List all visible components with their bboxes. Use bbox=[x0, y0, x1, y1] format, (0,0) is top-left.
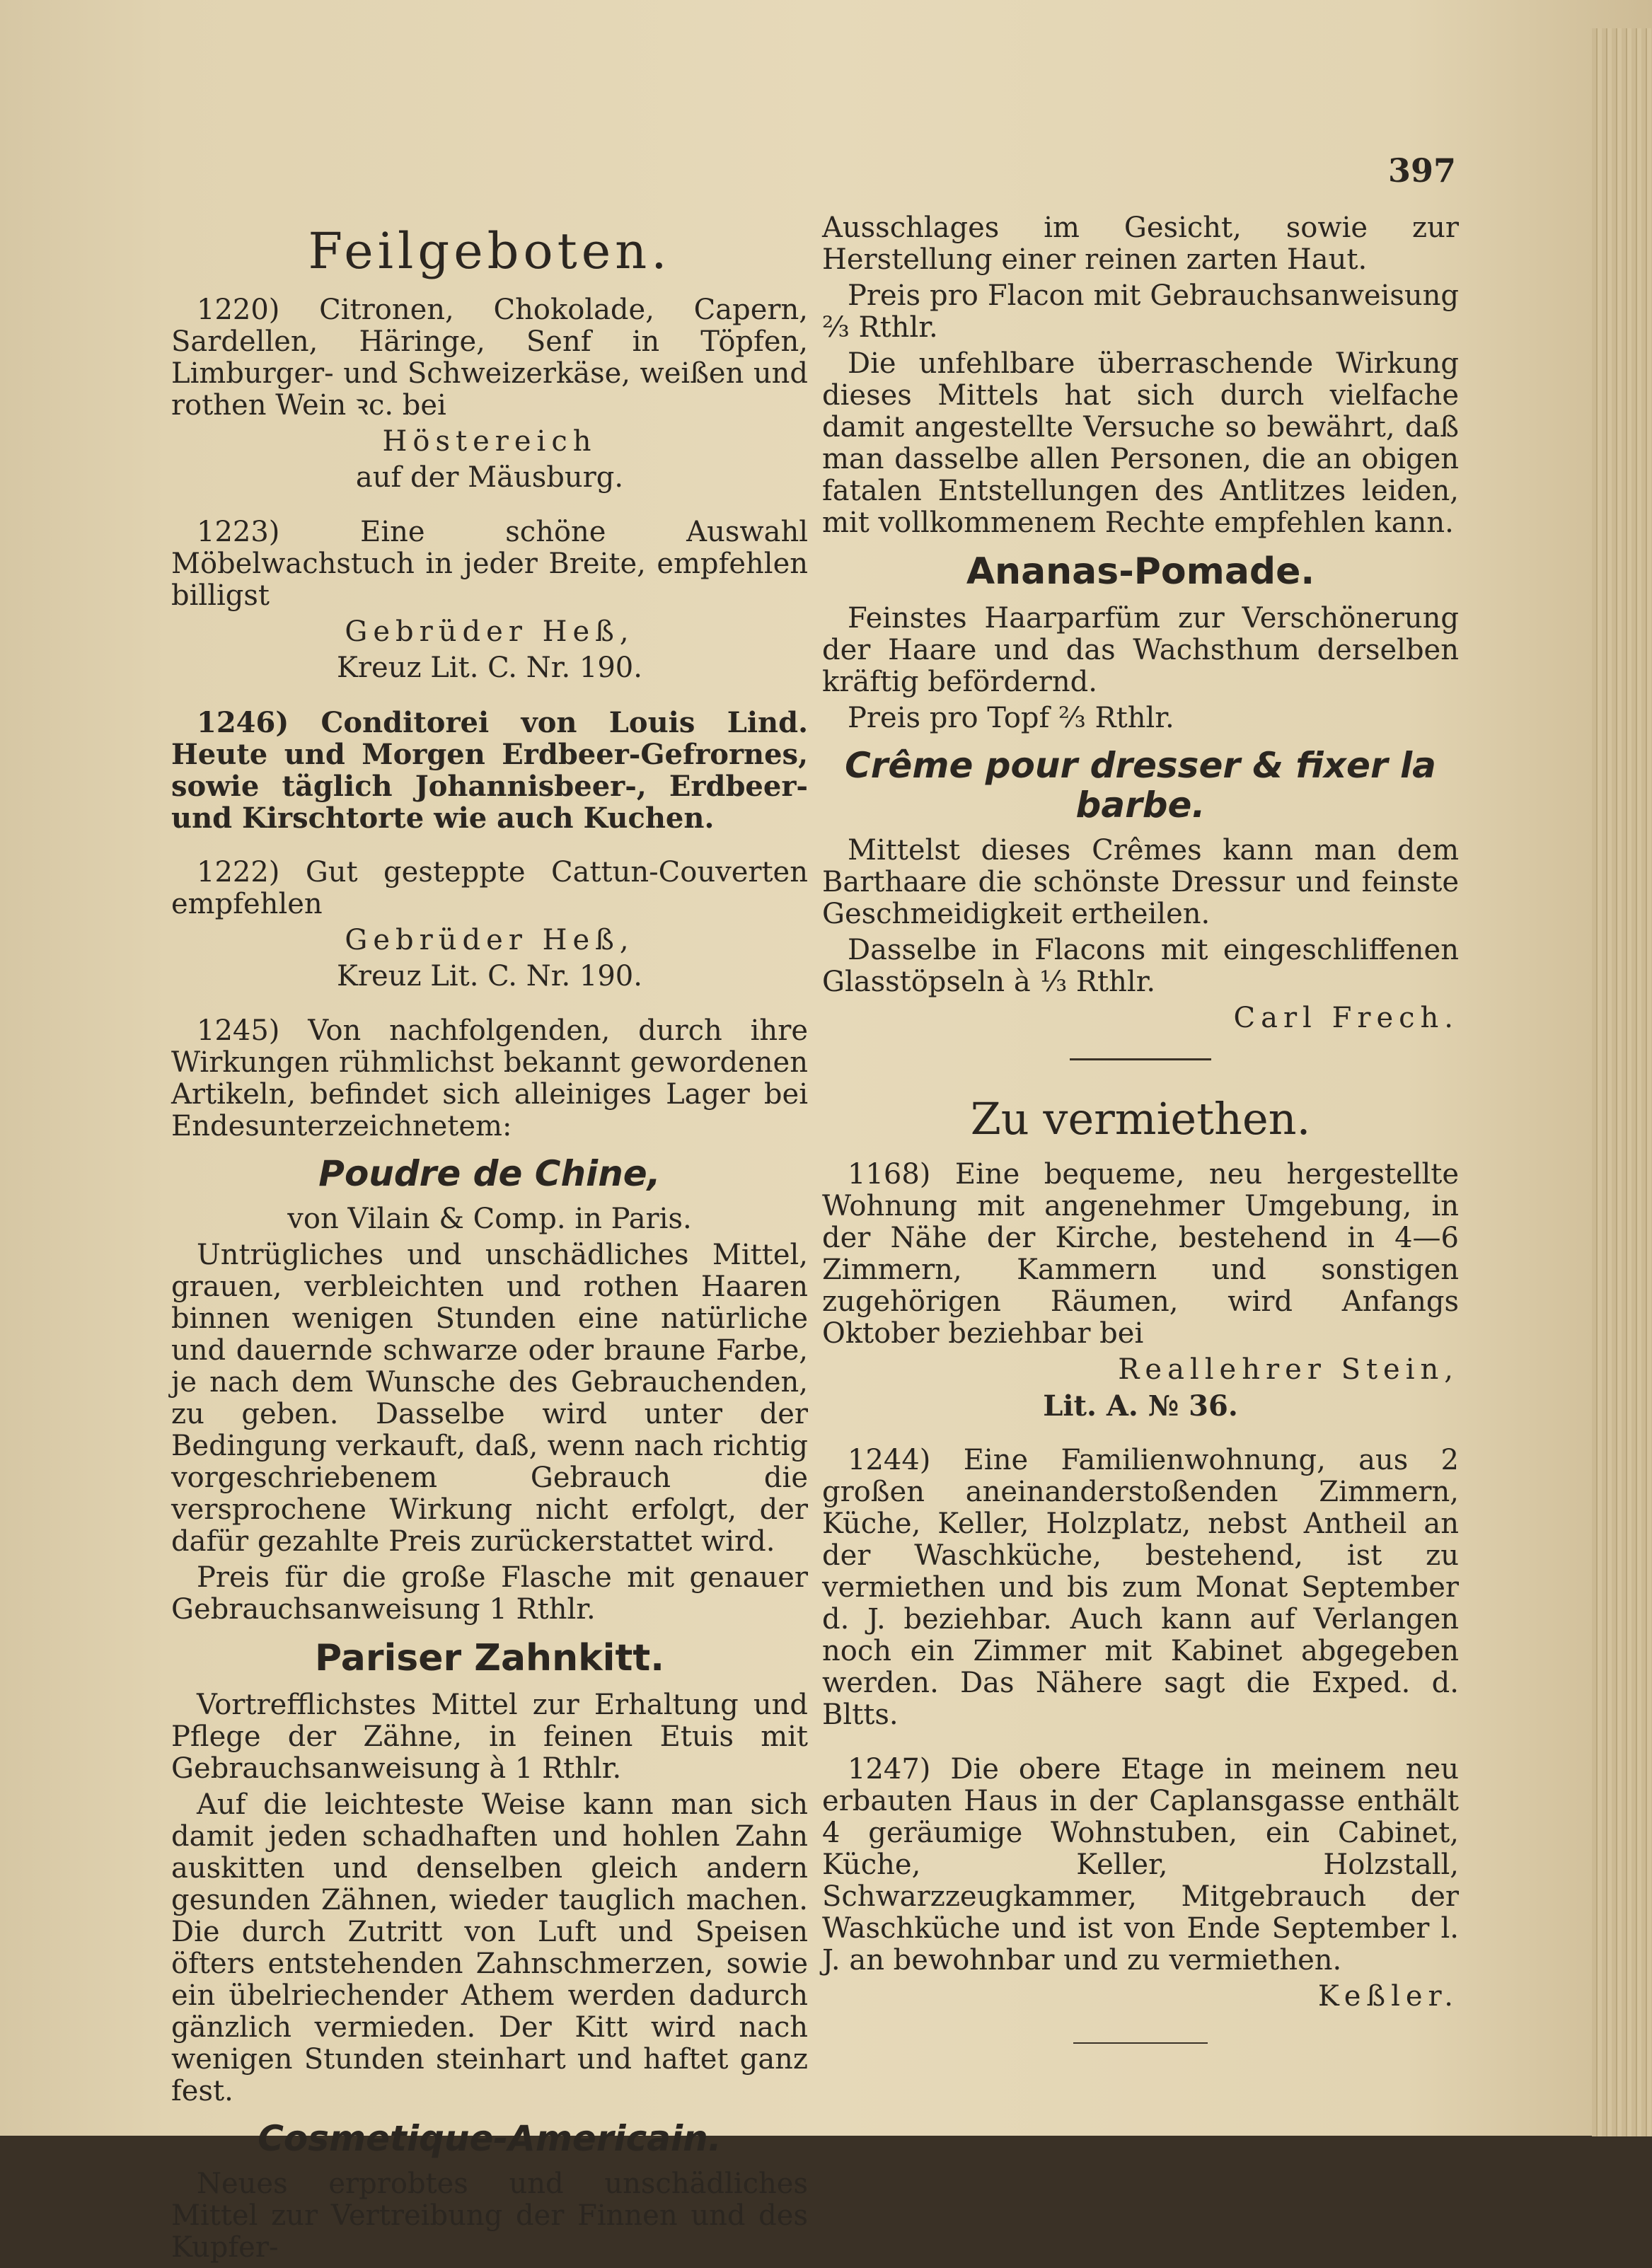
ad-1222-name: Gebrüder Heß, bbox=[345, 924, 635, 956]
left-column bbox=[171, 212, 808, 2268]
creme-signature: Carl Frech. bbox=[1233, 1002, 1459, 1034]
ad-1247-signature: Keßler. bbox=[1317, 1980, 1459, 2013]
ad-1220 bbox=[171, 294, 808, 494]
ad-1244-text: 1244) Eine Familienwohnung, aus 2 großen aneinanderstoßenden Zimmern, Küche, Keller, Holzplatz, nebst Antheil an der Waschküche, bestehend, ist zu vermiethen und bis zum Monat September d. J. beziehbar. Auch kann auf Verlangen noch ein Zimmer mit Kabinet abgegeben werden. Das Nähere sagt die Exped. d. Bltts. bbox=[822, 1444, 1459, 1731]
ananas-price: Preis pro Topf ⅔ Rthlr. bbox=[848, 702, 1174, 734]
ad-1222-address: Kreuz Lit. C. Nr. 190. bbox=[337, 960, 642, 993]
ad-1220-name: Höstereich bbox=[382, 425, 597, 458]
zahnkitt-ad bbox=[171, 1637, 808, 2107]
poudre-de-chine-subtitle: von Vilain & Comp. in Paris. bbox=[287, 1203, 692, 1235]
ad-1220-text: 1220) Citronen, Chokolade, Capern, Sardellen, Häringe, Senf in Töpfen, Limburger- und Schweizerkäse, weißen und rothen Wein ꝛc. bei bbox=[171, 294, 808, 422]
zahnkitt-title: Pariser Zahnkitt. bbox=[315, 1637, 664, 1679]
ad-1247 bbox=[822, 1754, 1459, 2013]
creme-desc: Mittelst dieses Crêmes kann man dem Barthaare die schönste Dressur und feinste Geschmeidigkeit ertheilen. bbox=[822, 834, 1459, 930]
cosmetique-cont-price: Preis pro Flacon mit Gebrauchsanweisung ⅔ Rthlr. bbox=[822, 279, 1459, 344]
ad-1168 bbox=[822, 1159, 1459, 1422]
ananas-ad bbox=[822, 550, 1459, 734]
right-column bbox=[822, 212, 1459, 2044]
cosmetique-desc: Neues erprobtes und unschädliches Mittel zur Vertreibung der Finnen und des Kupfer- bbox=[171, 2168, 808, 2264]
cosmetique-continued bbox=[822, 212, 1459, 539]
ad-1246 bbox=[171, 707, 808, 834]
ad-1245 bbox=[171, 1015, 808, 1626]
creme-ad bbox=[822, 746, 1459, 1034]
ad-1168-address: Lit. A. № 36. bbox=[1043, 1389, 1238, 1423]
ad-1245-text: 1245) Von nachfolgenden, durch ihre Wirkungen rühmlichst bekannt gewordenen Artikeln, befindet sich alleiniges Lager bei Endesunterzeichnetem: bbox=[171, 1014, 808, 1142]
ad-1223-text: 1223) Eine schöne Auswahl Möbelwachstuch in jeder Breite, empfehlen billigst bbox=[171, 516, 808, 612]
ad-1246-text: 1246) Conditorei von Louis Lind. Heute und Morgen Erdbeer-Gefrornes, sowie täglich Johannisbeer-, Erdbeer- und Kirschtorte wie auch Kuchen. bbox=[171, 706, 808, 835]
ad-1223-address: Kreuz Lit. C. Nr. 190. bbox=[337, 652, 642, 684]
cosmetique-title: Cosmetique-Americain. bbox=[258, 2118, 722, 2159]
section-heading-zu-vermiethen: Zu vermiethen. bbox=[970, 1093, 1311, 1145]
ad-1220-place: auf der Mäusburg. bbox=[355, 461, 624, 494]
poudre-de-chine-desc: Untrügliches und unschädliches Mittel, grauen, verbleichten und rothen Haaren binnen wenigen Stunden eine natürliche und dauernde schwarze oder braune Farbe, je nach dem Wunsche des Gebrauchenden, zu geben. Dasselbe wird unter der Bedingung verkauft, daß, wenn nach richtig vorgeschriebenem Gebrauch die versprochene Wirkung nicht erfolgt, der dafür gezahlte Preis zurückerstattet wird. bbox=[171, 1239, 808, 1558]
ad-1223 bbox=[171, 516, 808, 684]
poudre-de-chine-price: Preis für die große Flasche mit genauer Gebrauchsanweisung 1 Rthlr. bbox=[171, 1561, 808, 1626]
zahnkitt-desc1: Vortrefflichstes Mittel zur Erhaltung und Pflege der Zähne, in feinen Etuis mit Gebrauchsanweisung à 1 Rthlr. bbox=[171, 1689, 808, 1785]
section-heading-feilgeboten: Feilgeboten. bbox=[308, 222, 671, 280]
page-number: 397 bbox=[1388, 151, 1457, 190]
ad-1168-text: 1168) Eine bequeme, neu hergestellte Wohnung mit angenehmer Umgebung, in der Nähe der Kirche, bestehend in 4—6 Zimmern, Kammern und sonstigen zugehörigen Räumen, wird Anfangs Oktober beziehbar bei bbox=[822, 1158, 1459, 1350]
ad-1222-text: 1222) Gut gesteppte Cattun-Couverten empfehlen bbox=[171, 856, 808, 920]
ad-1247-text: 1247) Die obere Etage in meinem neu erbauten Haus in der Caplansgasse enthält 4 geräumige Wohnstuben, ein Cabinet, Küche, Keller, Holzstall, Schwarzzeugkammer, Mitgebrauch der Waschküche und ist von Ende September l. J. an bewohnbar und zu vermiethen. bbox=[822, 1753, 1459, 1977]
cosmetique-ad bbox=[171, 2119, 808, 2264]
page-stack-edge bbox=[1592, 28, 1652, 2136]
ad-1244 bbox=[822, 1445, 1459, 1731]
ad-1168-name: Reallehrer Stein, bbox=[1118, 1353, 1459, 1386]
section-divider bbox=[1070, 1058, 1211, 1060]
poudre-de-chine-title: Poudre de Chine, bbox=[318, 1153, 661, 1194]
end-divider bbox=[1073, 2042, 1208, 2044]
creme-title: Crême pour dresser & fixer la barbe. bbox=[845, 745, 1436, 826]
ananas-desc: Feinstes Haarparfüm zur Verschönerung der Haare und das Wachsthum derselben kräftig befördernd. bbox=[822, 602, 1459, 698]
ad-1223-name: Gebrüder Heß, bbox=[345, 615, 635, 648]
creme-price: Dasselbe in Flacons mit eingeschliffenen Glasstöpseln à ⅓ Rthlr. bbox=[822, 934, 1459, 998]
ananas-title: Ananas-Pomade. bbox=[966, 550, 1315, 593]
cosmetique-cont-desc3: Die unfehlbare überraschende Wirkung dieses Mittels hat sich durch vielfache damit angestellte Versuche so bewährt, daß man dasselbe allen Personen, die an obigen fatalen Entstellungen des Antlitzes leiden, mit vollkommenem Rechte empfehlen kann. bbox=[822, 347, 1459, 539]
ad-1222 bbox=[171, 857, 808, 993]
zahnkitt-desc2: Auf die leichteste Weise kann man sich damit jeden schadhaften und hohlen Zahn auskitten und denselben gleich andern gesunden Zähnen, wieder tauglich machen. Die durch Zutritt von Luft und Speisen öfters entstehenden Zahnschmerzen, sowie ein übelriechender Athem werden dadurch gänzlich vermieden. Der Kitt wird nach wenigen Stunden steinhart und haftet ganz fest. bbox=[171, 1788, 808, 2107]
cosmetique-cont-desc1: Ausschlages im Gesicht, sowie zur Herstellung einer reinen zarten Haut. bbox=[822, 212, 1459, 276]
